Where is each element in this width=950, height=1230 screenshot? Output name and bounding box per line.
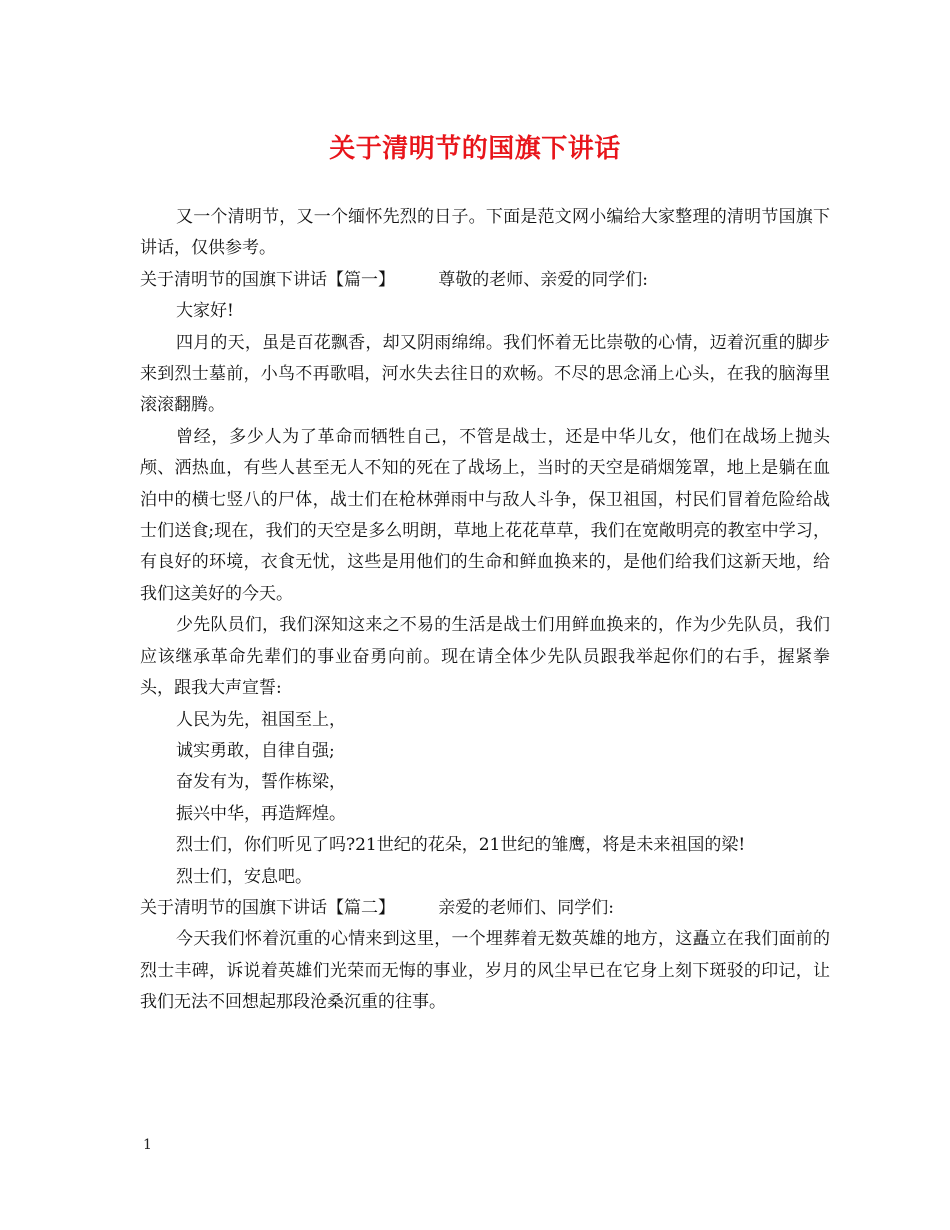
paragraph: 烈士们，你们听见了吗?21世纪的花朵，21世纪的雏鹰，将是未来祖国的梁! — [176, 835, 746, 856]
section-heading-line: 关于清明节的国旗下讲话【篇二】 亲爱的老师们、同学们: — [140, 897, 614, 918]
section-heading-line: 关于清明节的国旗下讲话【篇一】 尊敬的老师、亲爱的同学们: — [140, 269, 648, 290]
paragraph: 又一个清明节，又一个缅怀先烈的日子。下面是范文网小编给大家整理的清明节国旗下讲话，仅供参考。 — [140, 207, 830, 259]
paragraph: 少先队员们，我们深知这来之不易的生活是战士们用鲜血换来的，作为少先队员，我们应该继承革命先辈们的事业奋勇向前。现在请全体少先队员跟我举起你们的右手，握紧拳头，跟我大声宣誓: — [140, 615, 830, 699]
paragraph: 大家好! — [176, 301, 234, 322]
paragraph: 烈士们，安息吧。 — [176, 866, 312, 887]
paragraph: 四月的天，虽是百花飘香，却又阴雨绵绵。我们怀着无比崇敬的心情，迈着沉重的脚步来到烈士墓前，小鸟不再歌唱，河水失去往日的欢畅。不尽的思念涌上心头，在我的脑海里滚滚翻腾。 — [140, 332, 830, 416]
oath-line: 奋发有为，誓作栋梁， — [176, 772, 346, 793]
oath-line: 诚实勇敢，自律自强; — [176, 740, 335, 761]
page-number: 1 — [143, 1137, 152, 1153]
document-body — [140, 202, 830, 1019]
page-title: 关于清明节的国旗下讲话 — [329, 134, 621, 164]
paragraph: 曾经，多少人为了革命而牺牲自己，不管是战士，还是中华儿女，他们在战场上抛头颅、洒热血，有些人甚至无人不知的死在了战场上，当时的天空是硝烟笼罩，地上是躺在血泊中的横七竖八的尸体，战士们在枪林弹雨中与敌人斗争，保卫祖国，村民们冒着危险给战士们送食;现在，我们的天空是多么明朗，草地上花花草草，我们在宽敞明亮的教室中学习，有良好的环境，衣食无忧，这些是用他们的生命和鲜血换来的，是他们给我们这新天地，给我们这美好的今天。 — [140, 426, 830, 604]
oath-line: 人民为先，祖国至上， — [176, 709, 346, 730]
oath-line: 振兴中华，再造辉煌。 — [176, 803, 346, 824]
paragraph: 今天我们怀着沉重的心情来到这里，一个埋葬着无数英雄的地方，这矗立在我们面前的烈士丰碑，诉说着英雄们光荣而无悔的事业，岁月的风尘早已在它身上刻下斑驳的印记，让我们无法不回想起那段沧桑沉重的往事。 — [140, 929, 830, 1013]
